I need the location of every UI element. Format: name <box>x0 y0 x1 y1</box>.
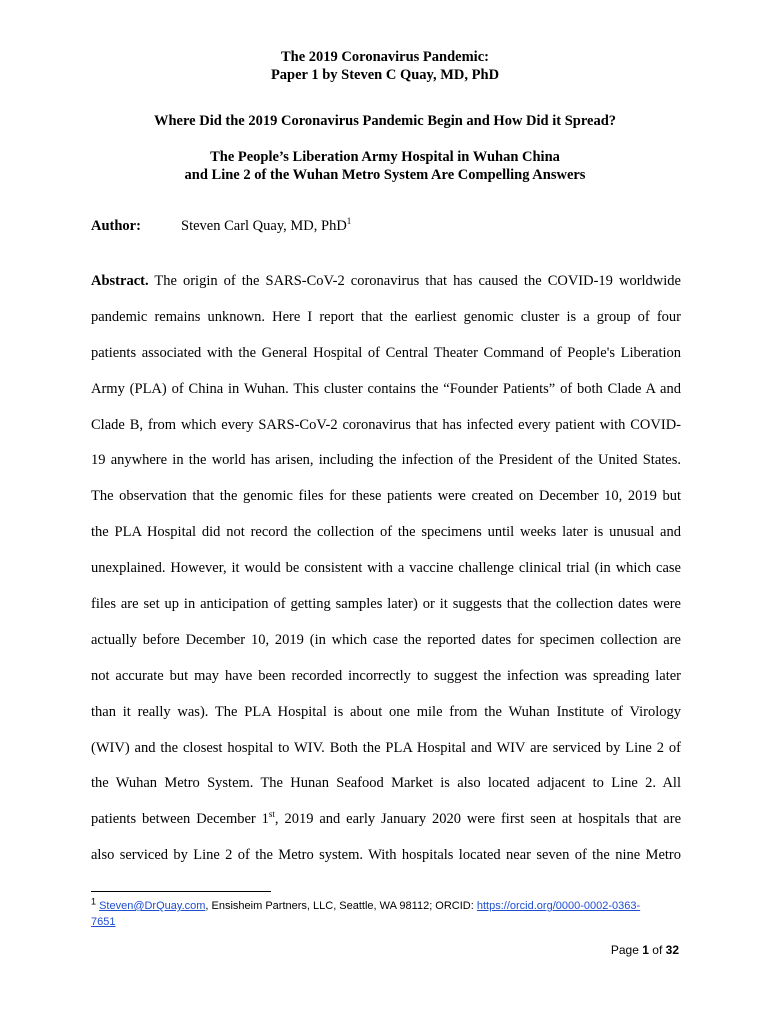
page-of: of <box>652 943 663 957</box>
abstract-line: than it really was). The PLA Hospital is about one mile from the Wuhan Institute of Virology <box>91 703 681 720</box>
abstract-line: actually before December 10, 2019 (in which case the reported dates for specimen collection are <box>91 631 681 648</box>
abstract-line: (WIV) and the closest hospital to WIV. Both the PLA Hospital and WIV are serviced by Line 2 of <box>91 739 681 756</box>
abstract-line: 19 anywhere in the world has arisen, including the infection of the President of the United States. <box>91 452 681 469</box>
abstract-heading: Abstract. <box>91 273 149 289</box>
abstract-line: patients associated with the General Hospital of Central Theater Command of People's Liberation <box>91 344 681 361</box>
abstract-line: The observation that the genomic files for these patients were created on December 10, 2019 but <box>91 488 681 505</box>
abstract-line: Clade B, from which every SARS-CoV-2 coronavirus that has infected every patient with COVID- <box>91 416 681 433</box>
abstract-line <box>91 806 681 842</box>
footnote-mark: 1 <box>91 896 97 907</box>
author-label: Author: <box>91 218 141 234</box>
subtitle-line-2: and Line 2 of the Wuhan Metro System Are Compelling Answers <box>184 167 586 183</box>
title-line-2: Paper 1 by Steven C Quay, MD, PhD <box>270 67 500 83</box>
paper-question: Where Did the 2019 Coronavirus Pandemic Begin and How Did it Spread? <box>153 113 617 129</box>
abstract-line: files are set up in anticipation of getting samples later) or it suggests that the collection dates were <box>91 596 681 613</box>
email-link[interactable]: Steven@DrQuay.com <box>99 900 206 912</box>
subtitle-line-1: The People’s Liberation Army Hospital in Wuhan China <box>210 149 560 165</box>
abstract-line: the Wuhan Metro System. The Hunan Seafood Market is also located adjacent to Line 2. All <box>91 775 681 792</box>
abstract-line: not accurate but may have been recorded incorrectly to suggest the infection was spreading later <box>91 667 681 684</box>
abstract-line-text: patients between December 1 <box>91 811 269 828</box>
author-footnote-mark: 1 <box>346 216 352 227</box>
abstract-line-text: The origin of the SARS-CoV-2 coronavirus that has caused the COVID-19 worldwide <box>154 273 681 289</box>
author-row <box>91 218 351 235</box>
page-total: 32 <box>665 943 679 957</box>
title-line-1: The 2019 Coronavirus Pandemic: <box>281 49 489 65</box>
page-prefix: Page <box>610 943 639 957</box>
paper-title <box>0 48 770 84</box>
footnote-divider <box>91 891 271 892</box>
page-number <box>611 943 679 957</box>
paper-subtitle <box>0 148 770 184</box>
abstract-line <box>91 268 681 304</box>
abstract-line: also serviced by Line 2 of the Metro system. With hospitals located near seven of the nine Metro <box>91 847 681 864</box>
abstract <box>91 268 681 878</box>
footnote <box>91 898 681 930</box>
ordinal-suffix: st <box>268 809 275 820</box>
abstract-line: pandemic remains unknown. Here I report that the earliest genomic cluster is a group of four <box>91 308 681 325</box>
page-current: 1 <box>642 943 649 957</box>
orcid-link-part-2: 7651 <box>91 916 116 928</box>
author-name: Steven Carl Quay, MD, PhD <box>181 218 347 234</box>
abstract-line: the PLA Hospital did not record the collection of the specimens until weeks later is unusual and <box>91 524 681 541</box>
abstract-line-text: , 2019 and early January 2020 were first seen at hospitals that are <box>274 811 681 828</box>
footnote-text: , Ensisheim Partners, LLC, Seattle, WA 98112; ORCID: <box>205 900 477 912</box>
abstract-line: Army (PLA) of China in Wuhan. This cluster contains the “Founder Patients” of both Clade A and <box>91 380 681 397</box>
abstract-line: unexplained. However, it would be consistent with a vaccine challenge clinical trial (in which case <box>91 560 681 577</box>
orcid-link-part-1: https://orcid.org/0000-0002-0363- <box>476 900 641 912</box>
